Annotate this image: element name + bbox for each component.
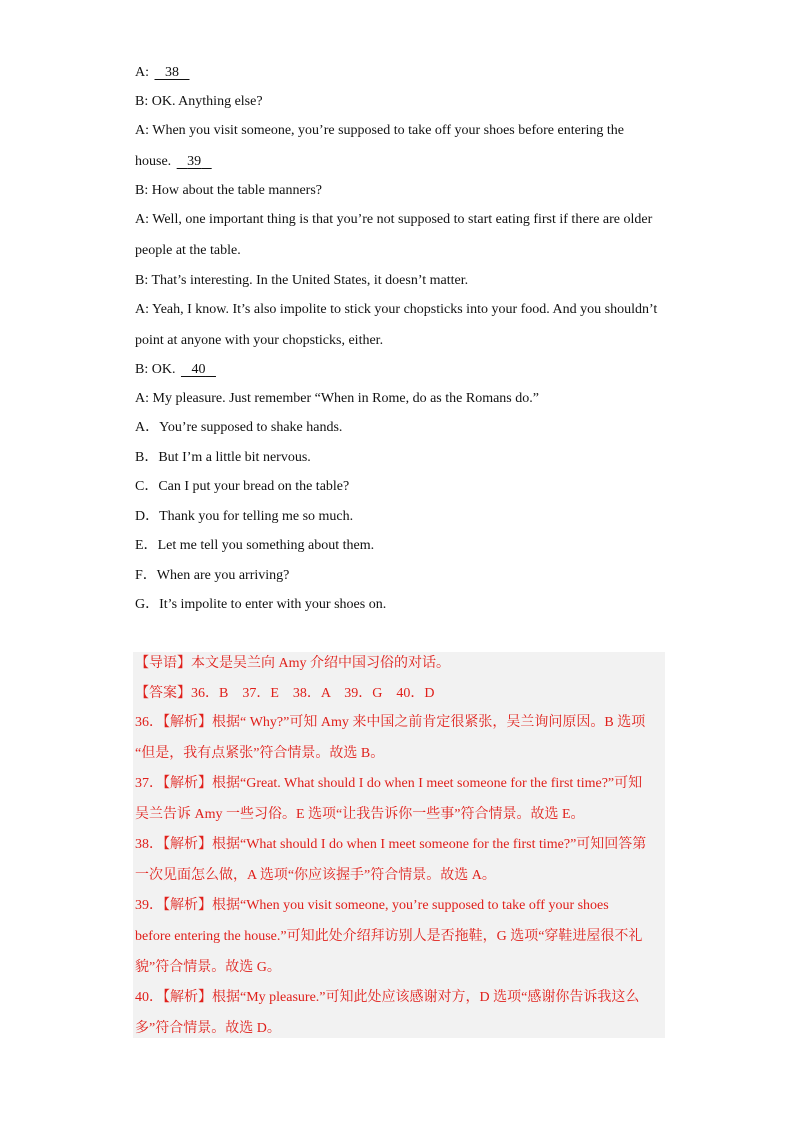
option-text: When are you arriving? bbox=[156, 568, 290, 583]
option-item bbox=[135, 596, 386, 614]
explanation-line: 吴兰告诉 Amy 一些习俗。E 选项“让我告诉你一些事”符合情景。故选 E。 bbox=[135, 807, 585, 822]
dialogue-line bbox=[135, 122, 624, 140]
blank-number: 39 bbox=[187, 154, 202, 169]
dialogue-line bbox=[135, 64, 192, 82]
explanation-line: 40．【解析】根据“My pleasure.”可知此处应该感谢对方，D 选项“感谢你告诉我这么 bbox=[135, 990, 640, 1005]
dialogue-line bbox=[135, 182, 322, 200]
dialogue-line bbox=[135, 332, 383, 350]
option-text: It’s impolite to enter with your shoes on. bbox=[159, 597, 387, 612]
explanation-line: before entering the house.”可知此处介绍拜访别人是否拖鞋，G 选项“穿鞋进屋很不礼 bbox=[135, 929, 643, 944]
dialogue-text: point at anyone with your chopsticks, either. bbox=[135, 333, 384, 348]
speaker-label: B: bbox=[135, 183, 149, 198]
explanation-line: 一次见面怎么做，A 选项“你应该握手”符合情景。故选 A。 bbox=[135, 868, 496, 883]
option-letter: D． bbox=[135, 509, 160, 524]
option-letter: C． bbox=[135, 479, 159, 494]
dialogue-text: When you visit someone, you’re supposed to take off your shoes before entering the bbox=[152, 123, 624, 138]
dialogue-line bbox=[135, 272, 468, 290]
option-letter: E． bbox=[135, 538, 158, 553]
option-letter: F． bbox=[135, 568, 157, 583]
dialogue-text: Yeah, I know. It’s also impolite to stick your chopsticks into your food. And you shouldn’t bbox=[151, 302, 658, 317]
speaker-label: B: bbox=[135, 362, 149, 377]
dialogue-text: My pleasure. Just remember “When in Rome, do as the Romans do.” bbox=[152, 391, 539, 406]
dialogue-line bbox=[135, 211, 652, 229]
option-item bbox=[135, 567, 289, 585]
explanation-line: 多”符合情景。故选 D。 bbox=[135, 1021, 281, 1036]
option-text: Can I put your bread on the table? bbox=[158, 479, 350, 494]
dialogue-text: OK. Anything else? bbox=[151, 94, 263, 109]
speaker-label: A: bbox=[135, 302, 149, 317]
answer-key-line: 【答案】36．B 37．E 38．A 39．G 40．D bbox=[135, 686, 435, 701]
speaker-label: A: bbox=[135, 212, 149, 227]
option-item bbox=[135, 537, 374, 555]
dialogue-line bbox=[135, 301, 657, 319]
option-letter: B． bbox=[135, 450, 159, 465]
option-item bbox=[135, 508, 353, 526]
speaker-label: A: bbox=[135, 123, 149, 138]
dialogue-text: OK. bbox=[151, 362, 176, 377]
option-item bbox=[135, 419, 342, 437]
dialogue-text: How about the table manners? bbox=[151, 183, 323, 198]
dialogue-line bbox=[135, 242, 241, 260]
dialogue-line bbox=[135, 390, 539, 408]
speaker-label: A: bbox=[135, 391, 149, 406]
option-text: You’re supposed to shake hands. bbox=[159, 420, 343, 435]
blank-number: 38 bbox=[165, 65, 179, 80]
dialogue-text: people at the table. bbox=[135, 243, 241, 258]
option-item bbox=[135, 478, 349, 496]
speaker-label: A: bbox=[135, 65, 149, 80]
option-letter: A． bbox=[135, 420, 160, 435]
option-text: But I’m a little bit nervous. bbox=[158, 450, 311, 465]
dialogue-line bbox=[135, 153, 214, 171]
answer-blank bbox=[175, 153, 214, 171]
dialogue-text: Well, one important thing is that you’re not supposed to start eating first if there are older bbox=[152, 212, 653, 227]
dialogue-text: That’s interesting. In the United States, it doesn’t matter. bbox=[151, 273, 469, 288]
dialogue-line bbox=[135, 361, 218, 379]
dialogue-line bbox=[135, 93, 263, 111]
option-item bbox=[135, 449, 311, 467]
answer-blank bbox=[153, 64, 192, 82]
explanation-line: 貌”符合情景。故选 G。 bbox=[135, 960, 281, 975]
answer-blank bbox=[179, 361, 218, 379]
explanation-line: 38．【解析】根据“What should I do when I meet someone for the first time?”可知回答第 bbox=[135, 837, 647, 852]
option-text: Thank you for telling me so much. bbox=[159, 509, 354, 524]
blank-number: 40 bbox=[191, 362, 206, 377]
lead-in-line: 【导语】本文是吴兰向 Amy 介绍中国习俗的对话。 bbox=[135, 656, 450, 671]
dialogue-text: house. bbox=[135, 154, 172, 169]
speaker-label: B: bbox=[135, 94, 149, 109]
explanation-line: 36．【解析】根据“ Why?”可知 Amy 来中国之前肯定很紧张，吴兰询问原因。B 选项 bbox=[135, 715, 646, 730]
explanation-line: 39．【解析】根据“When you visit someone, you’re supposed to take off your shoes bbox=[135, 898, 609, 913]
explanation-line: “但是，我有点紧张”符合情景。故选 B。 bbox=[135, 746, 385, 761]
speaker-label: B: bbox=[135, 273, 149, 288]
option-text: Let me tell you something about them. bbox=[157, 538, 375, 553]
option-letter: G． bbox=[135, 597, 160, 612]
explanation-line: 37．【解析】根据“Great. What should I do when I meet someone for the first time?”可知 bbox=[135, 776, 643, 791]
